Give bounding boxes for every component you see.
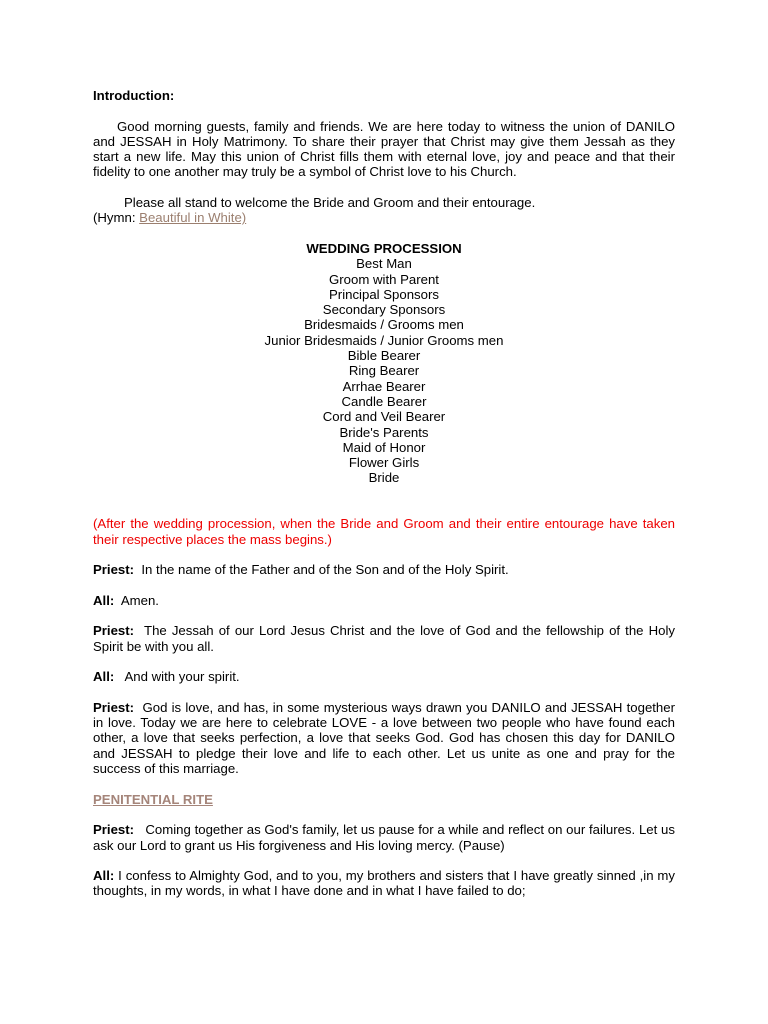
dialogue-line (93, 623, 675, 654)
procession-item: Arrhae Bearer (342, 378, 426, 394)
procession-item: Maid of Honor (342, 439, 426, 455)
procession-item: Groom with Parent (329, 271, 439, 287)
procession-item: Bride (368, 470, 400, 486)
dialogue-line (93, 669, 675, 684)
document-page (93, 88, 675, 899)
procession-heading: WEDDING PROCESSION (306, 240, 462, 256)
penitential-heading-line (93, 792, 675, 807)
dialogue-line (93, 822, 675, 853)
dialogue-text: And with your spirit. (124, 669, 240, 685)
dialogue-text: In the name of the Father and of the Son and of the Holy Spirit. (141, 562, 509, 578)
welcome-paragraph: Please all stand to welcome the Bride and Groom and their entourage. (124, 195, 536, 211)
dialogue-text: I confess to Almighty God, and to you, my brothers and sisters that I have greatly sinned ,in my thoughts, in my words, in what I have done and in what I have failed to do; (93, 868, 675, 899)
procession-item: Junior Bridesmaids / Junior Grooms men (264, 332, 504, 348)
procession-item: Secondary Sponsors (322, 302, 446, 318)
dialogue-line (93, 868, 675, 899)
intro-heading: Introduction: (93, 88, 175, 103)
intro-paragraph: Good morning guests, family and friends. We are here today to witness the union of DANILO and JESSAH in Holy Matrimony. To share their prayer that Christ may give them Jessah as they start a new life. May this union of Christ fills them with eternal love, joy and peace and that their fidelity to one another may truly be a symbol of Christ love to his Church. (93, 118, 675, 180)
procession-item: Candle Bearer (341, 393, 427, 409)
speaker-label: Priest: (93, 699, 135, 715)
procession-item: Ring Bearer (348, 363, 420, 379)
hymn-prefix: (Hymn: (93, 210, 140, 226)
procession-item: Bride's Parents (339, 424, 429, 440)
procession-item: Principal Sponsors (329, 286, 439, 302)
procession-item: Best Man (356, 256, 412, 272)
procession-item: Flower Girls (348, 455, 420, 471)
dialogue-line (93, 593, 675, 608)
procession-list (93, 256, 675, 485)
dialogue-line (93, 562, 675, 577)
speaker-label: Priest: (93, 623, 135, 639)
hymn-link[interactable]: Beautiful in White) (139, 210, 247, 226)
dialogue-text: God is love, and has, in some mysterious ways drawn you DANILO and JESSAH together in love. Today we are here to celebrate LOVE - a love between two people who have found each other, a love that seeks perfection, a love that seeks God. God has chosen this day for DANILO and JESSAH to pledge their love and life to each other. Let us unite as one and pray for the success of this marriage. (93, 699, 675, 777)
hymn-line (93, 210, 675, 225)
dialogue-line (93, 700, 675, 776)
procession-item: Bible Bearer (347, 348, 421, 364)
speaker-label: All: (93, 592, 115, 608)
dialogue-text: The Jessah of our Lord Jesus Christ and the love of God and the fellowship of the Holy Spirit be with you all. (93, 623, 675, 654)
speaker-label: All: (93, 868, 115, 884)
procession-note: (After the wedding procession, when the Bride and Groom and their entire entourage have taken their respective places the mass begins.) (93, 516, 675, 547)
procession-item: Cord and Veil Bearer (322, 409, 446, 425)
speaker-label: Priest: (93, 822, 135, 838)
speaker-label: Priest: (93, 562, 135, 578)
penitential-rite-link[interactable]: PENITENTIAL RITE (93, 791, 213, 807)
procession-item: Bridesmaids / Grooms men (304, 317, 464, 333)
speaker-label: All: (93, 669, 115, 685)
dialogue-text: Coming together as God's family, let us pause for a while and reflect on our failures. Let us ask our Lord to grant us His forgiveness and His loving mercy. (Pause) (93, 822, 675, 853)
dialogue-text: Amen. (120, 592, 159, 608)
